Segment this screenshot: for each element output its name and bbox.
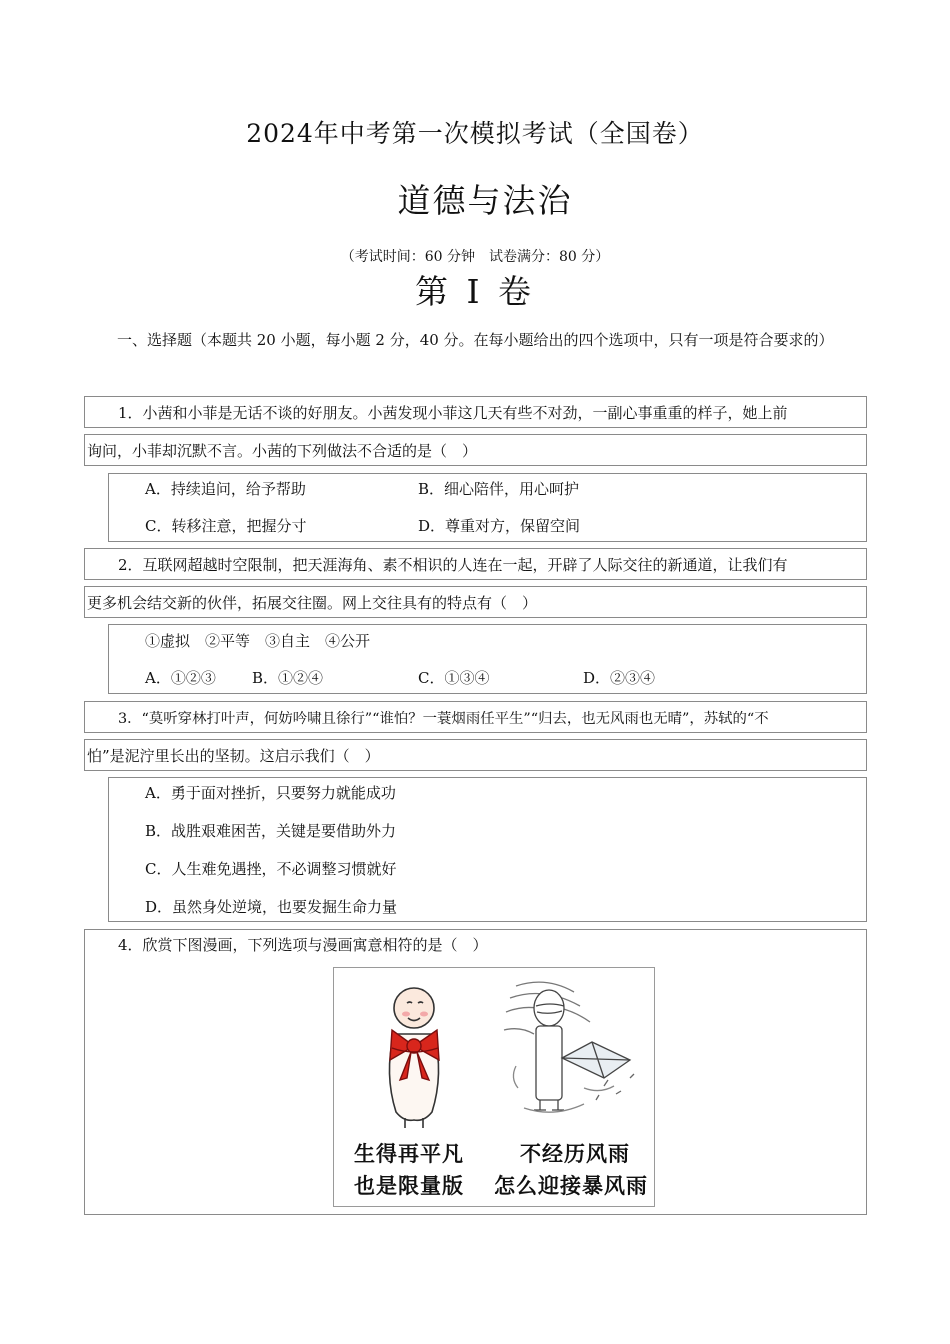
question-1-options-box bbox=[108, 473, 867, 542]
question-1-stem-line2: 询问，小菲却沉默不言。小茜的下列做法不合适的是（ ） bbox=[87, 442, 478, 460]
question-1-option-a[interactable]: A．持续追问，给予帮助 bbox=[145, 480, 306, 498]
question-1-stem-line1: 1．小茜和小菲是无话不谈的好朋友。小茜发现小菲这几天有些不对劲，一副心事重重的样子，她上前 bbox=[118, 404, 788, 422]
question-1-stem-line1-box bbox=[84, 396, 867, 428]
comic-right-caption-line2: 怎么迎接暴风雨 bbox=[494, 1174, 648, 1198]
subject-title: 道德与法治 bbox=[397, 181, 573, 220]
left-figure bbox=[389, 988, 438, 1128]
question-3-options-box bbox=[108, 777, 867, 922]
volume-heading: 第 I 卷 bbox=[414, 272, 535, 311]
question-2-option-c[interactable]: C．①③④ bbox=[418, 669, 490, 687]
question-3-option-d[interactable]: D．虽然身处逆境，也要发掘生命力量 bbox=[145, 898, 398, 916]
question-2-option-b[interactable]: B．①②④ bbox=[252, 669, 324, 687]
question-2-stem-line1-box bbox=[84, 548, 867, 580]
question-4-stem: 4．欣赏下图漫画，下列选项与漫画寓意相符的是（ ） bbox=[118, 936, 488, 954]
question-2-items: ①虚拟 ②平等 ③自主 ④公开 bbox=[145, 632, 371, 650]
exam-title: 2024年中考第一次模拟考试（全国卷） bbox=[246, 119, 704, 148]
comic-left-caption-line1: 生得再平凡 bbox=[354, 1142, 464, 1166]
comic-right-caption-line1: 不经历风雨 bbox=[520, 1142, 630, 1166]
question-1-option-c[interactable]: C．转移注意，把握分寸 bbox=[145, 517, 307, 535]
question-1-option-b[interactable]: B．细心陪伴，用心呵护 bbox=[418, 480, 580, 498]
question-3-option-c[interactable]: C．人生难免遇挫，不必调整习惯就好 bbox=[145, 860, 397, 878]
question-3-stem-line2: 怕”是泥泞里长出的坚韧。这启示我们（ ） bbox=[87, 747, 380, 765]
section-instructions: 一、选择题（本题共 20 小题，每小题 2 分，40 分。在每小题给出的四个选项中，只有一项是符合要求的） bbox=[117, 331, 834, 349]
question-2-options-box bbox=[108, 624, 867, 694]
question-2-stem-line2: 更多机会结交新的伙伴，拓展交往圈。网上交往具有的特点有（ ） bbox=[87, 594, 538, 612]
question-3-stem-line1-box bbox=[84, 701, 867, 733]
question-1-option-d[interactable]: D．尊重对方，保留空间 bbox=[418, 517, 581, 535]
question-2-stem-line2-box bbox=[84, 586, 867, 618]
question-1-stem-line2-box bbox=[84, 434, 867, 466]
exam-meta: （考试时间：60 分钟 试卷满分：80 分） bbox=[340, 249, 610, 265]
question-2-stem-line1: 2．互联网超越时空限制，把天涯海角、素不相识的人连在一起，开辟了人际交往的新通道，让我们有 bbox=[118, 556, 788, 574]
question-3-option-b[interactable]: B．战胜艰难困苦，关键是要借助外力 bbox=[145, 822, 397, 840]
right-figure bbox=[504, 982, 634, 1112]
question-2-option-a[interactable]: A．①②③ bbox=[145, 669, 216, 687]
question-3-stem-line2-box bbox=[84, 739, 867, 771]
comic-image bbox=[333, 967, 655, 1207]
question-3-option-a[interactable]: A．勇于面对挫折，只要努力就能成功 bbox=[145, 784, 396, 802]
comic-left-caption-line2: 也是限量版 bbox=[354, 1174, 464, 1198]
question-2-option-d[interactable]: D．②③④ bbox=[583, 669, 656, 687]
question-3-stem-line1: 3．“莫听穿林打叶声，何妨吟啸且徐行”“谁怕？一蓑烟雨任平生”“归去，也无风雨也无晴”，苏轼的“不 bbox=[118, 711, 769, 727]
